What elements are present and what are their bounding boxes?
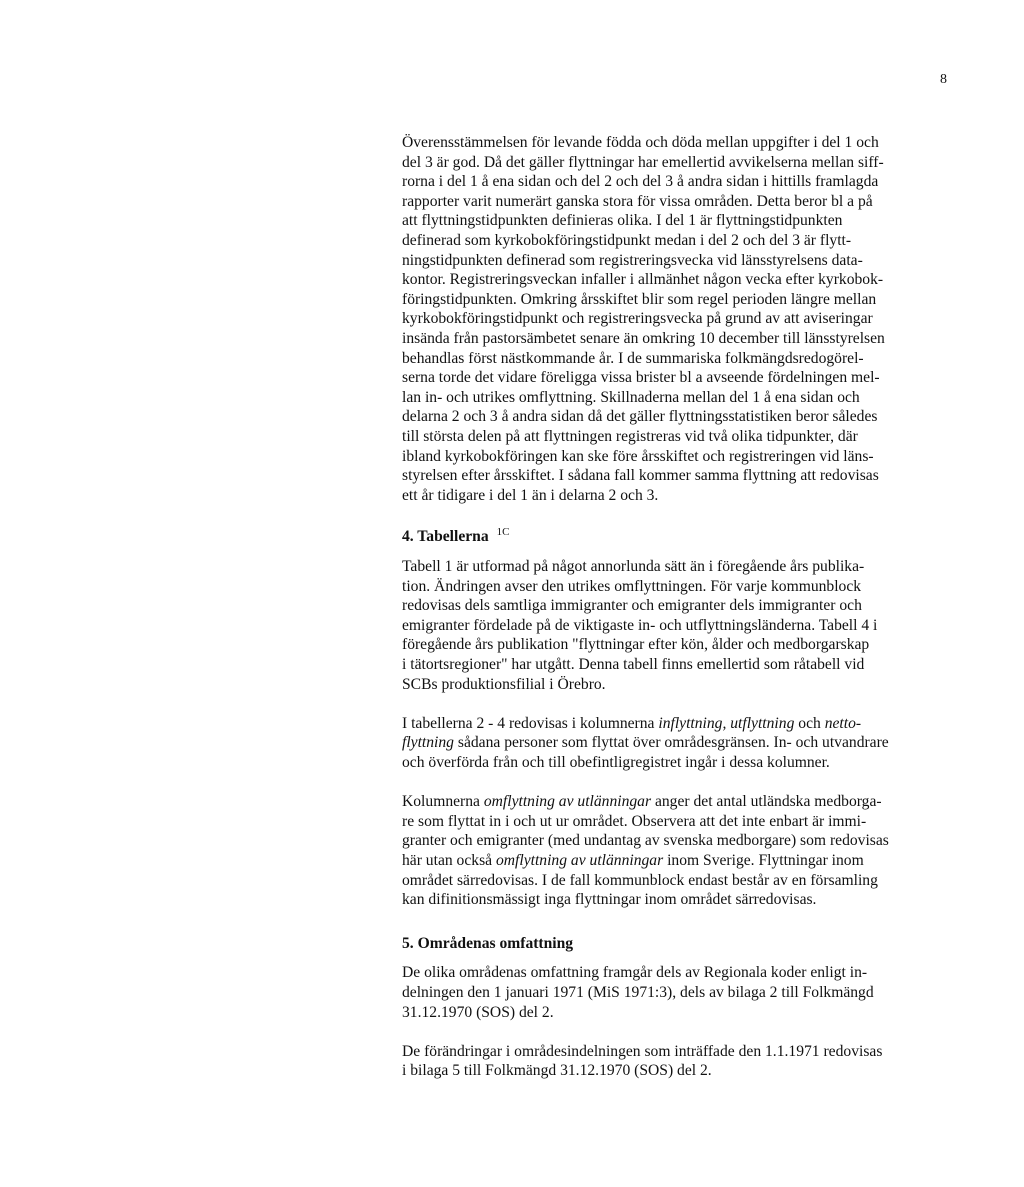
text-line: serna torde det vidare föreligga vissa brister bl a avseende fördelningen mel- bbox=[402, 369, 880, 387]
text-line: kyrkobokföringstidpunkt och registreringsvecka på grund av att aviseringar bbox=[402, 310, 873, 328]
text-line: rapporter varit numerärt ganska stora för vissa områden. Detta beror bl a på bbox=[402, 192, 873, 210]
text-line bbox=[402, 851, 962, 871]
italic-term: inflyttning, utflyttning bbox=[658, 714, 795, 732]
text-line: Överensstämmelsen för levande födda och döda mellan uppgifter i del 1 och bbox=[402, 134, 879, 151]
text-line: De olika områdenas omfattning framgår dels av Regionala koder enligt in- bbox=[402, 964, 868, 982]
text-line: och överförda från och till obefintligregistret ingår i dessa kolumner. bbox=[402, 754, 830, 771]
text-column bbox=[402, 133, 962, 1081]
paragraph-spacer bbox=[402, 694, 962, 714]
text-line: redovisas dels samtliga immigranter och emigranter dels immigranter och bbox=[402, 597, 862, 615]
section-4-paragraph-3 bbox=[402, 792, 962, 910]
text-line bbox=[402, 733, 962, 753]
text-line: re som flyttat in i och ut ur området. Observera att det inte enbart är immi- bbox=[402, 812, 867, 830]
margin-annotation: 1C bbox=[496, 526, 510, 539]
section-4-title: 4. Tabellerna bbox=[402, 528, 489, 546]
text-run: I tabellerna 2 - 4 redovisas i kolumnerna bbox=[402, 714, 659, 732]
text-line: delarna 2 och 3 å andra sidan då det gäller flyttningsstatistiken beror således bbox=[402, 408, 878, 426]
text-line: styrelsen efter årsskiftet. I sådana fall kommer samma flyttning att redovisas bbox=[402, 467, 879, 485]
section-heading bbox=[402, 523, 962, 547]
text-line: De förändringar i områdesindelningen som inträffade den 1.1.1971 redovisas bbox=[402, 1042, 883, 1060]
text-line: området särredovisas. I de fall kommunblock endast består av en församling bbox=[402, 871, 878, 889]
text-line: granter och emigranter (med undantag av svenska medborgare) som redovisas bbox=[402, 832, 889, 850]
text-line: behandlas först nästkommande år. I de summariska folkmängdsredogörel- bbox=[402, 349, 864, 367]
text-run: Kolumnerna bbox=[402, 793, 484, 811]
text-line: rorna i del 1 å ena sidan och del 2 och del 3 å andra sidan i hittills framlagda bbox=[402, 173, 879, 191]
text-run: anger det antal utländska medborga- bbox=[651, 793, 882, 811]
text-line: ningstidpunkten definerad som registreringsvecka vid länsstyrelsens data- bbox=[402, 251, 863, 269]
text-line: 31.12.1970 (SOS) del 2. bbox=[402, 1003, 554, 1021]
text-line: föregående års publikation "flyttningar efter kön, ålder och medborgarskap bbox=[402, 636, 870, 654]
section-4-heading-row bbox=[402, 523, 962, 547]
text-line: att flyttningstidpunkten definieras olika. I del 1 är flyttningstidpunkten bbox=[402, 212, 843, 230]
italic-term: omflyttning av utlänningar bbox=[495, 851, 664, 869]
text-line: Tabell 1 är utformad på något annorlunda sätt än i föregående års publika- bbox=[402, 558, 865, 576]
text-line: föringstidpunkten. Omkring årsskiftet blir som regel perioden längre mellan bbox=[402, 290, 877, 308]
text-line: definerad som kyrkobokföringstidpunkt medan i del 2 och del 3 är flytt- bbox=[402, 231, 852, 249]
intro-paragraph bbox=[402, 133, 962, 505]
section-4-paragraph-1 bbox=[402, 557, 962, 694]
text-line: del 3 är god. Då det gäller flyttningar har emellertid avvikelserna mellan siff- bbox=[402, 153, 884, 171]
text-line bbox=[402, 792, 962, 812]
text-line: ibland kyrkobokföringen kan ske före årsskiftet och registreringen vid läns- bbox=[402, 447, 874, 465]
text-line: tion. Ändringen avser den utrikes omflyttningen. För varje kommunblock bbox=[402, 577, 862, 595]
paragraph-spacer bbox=[402, 1022, 962, 1042]
text-line: till största delen på att flyttningen registreras vid två olika tidpunkter, där bbox=[402, 427, 858, 445]
text-line: lan in- och utrikes omflyttning. Skillnaderna mellan del 1 å ena sidan och bbox=[402, 388, 860, 406]
section-5-paragraph-2 bbox=[402, 1042, 962, 1081]
section-5-paragraph-1 bbox=[402, 963, 962, 1022]
text-line: emigranter fördelade på de viktigaste in- och utflyttningsländerna. Tabell 4 i bbox=[402, 616, 878, 634]
text-line: SCBs produktionsfilial i Örebro. bbox=[402, 675, 606, 693]
text-line: ett år tidigare i del 1 än i delarna 2 och 3. bbox=[402, 486, 659, 504]
text-run: sådana personer som flyttat över områdesgränsen. In- och utvandrare bbox=[453, 734, 889, 752]
text-run: här utan också bbox=[402, 851, 496, 869]
italic-term: omflyttning av utlänningar bbox=[483, 793, 652, 811]
text-line bbox=[402, 714, 962, 734]
text-line: kan difinitionsmässigt inga flyttningar inom området särredovisas. bbox=[402, 891, 817, 909]
text-line: i tätortsregioner" har utgått. Denna tabell finns emellertid som råtabell vid bbox=[402, 656, 865, 674]
text-line: i bilaga 5 till Folkmängd 31.12.1970 (SOS) del 2. bbox=[402, 1062, 712, 1080]
text-line: delningen den 1 januari 1971 (MiS 1971:3), dels av bilaga 2 till Folkmängd bbox=[402, 983, 874, 1001]
section-4-paragraph-2 bbox=[402, 714, 962, 773]
section-5-title: 5. Områdenas omfattning bbox=[402, 934, 574, 952]
text-line: insända från pastorsämbetet senare än omkring 10 december till länsstyrelsen bbox=[402, 329, 885, 347]
paragraph-spacer bbox=[402, 773, 962, 793]
page-number: 8 bbox=[940, 72, 947, 87]
section-5-heading-row bbox=[402, 934, 962, 954]
text-run: och bbox=[794, 714, 825, 732]
text-run: inom Sverige. Flyttningar inom bbox=[663, 851, 864, 869]
text-line: kontor. Registreringsveckan infaller i allmänhet någon vecka efter kyrkobok- bbox=[402, 271, 884, 289]
italic-term: netto- bbox=[824, 714, 862, 732]
italic-term: flyttning bbox=[402, 734, 454, 752]
